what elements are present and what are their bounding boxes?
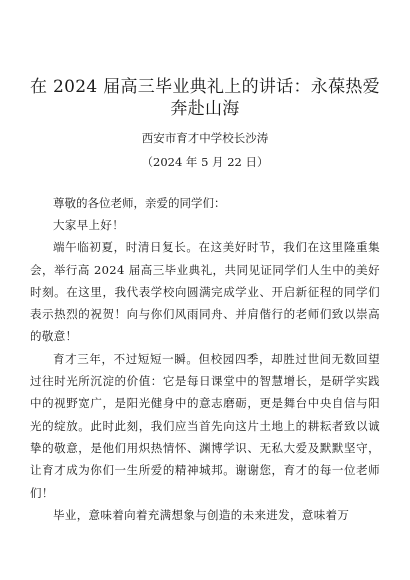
paragraph-graduation: 毕业，意味着向着充满想象与创造的未来进发，意味着万 <box>53 507 350 522</box>
title-line-2: 奔赴山海 <box>170 99 240 119</box>
document-title <box>30 76 380 120</box>
title-line-1: 在 2024 届高三毕业典礼上的讲话：永葆热爱 <box>30 77 380 97</box>
paragraph-opening: 端午临初夏，时清日复长。在这美好时节，我们在这里隆重集会，举行高 2024 届高三毕业典礼，共同见证同学们人生中的美好时刻。在这里，我代表学校向圆满完成学业、开启新征程的同学们表示热烈的祝贺！向与你们风雨同舟、并肩偕行的老师们致以崇高的敬意！ <box>30 240 380 344</box>
salutation: 尊敬的各位老师，亲爱的同学们： <box>53 196 226 210</box>
date-line: （2024 年 5 月 22 日） <box>141 155 269 169</box>
author-line: 西安市育才中学校长沙涛 <box>141 131 269 145</box>
paragraph-school-years: 育才三年，不过短短一瞬。但校园四季，却胜过世间无数回望过往时光所沉淀的价值：它是每日课堂中的智慧增长，是研学实践中的视野宽广，是阳光健身中的意志磨砺，更是舞台中央自信与阳光的绽放。此时此刻，我们应当首先向这片土地上的耕耘者致以诚挚的敬意，是他们用炽热情怀、渊博学识、无私大爱及默默坚守，让育才成为你们一生所爱的精神城邦。谢谢您，育才的每一位老师们！ <box>30 351 380 500</box>
paragraph-greeting: 大家早上好！ <box>53 218 125 232</box>
